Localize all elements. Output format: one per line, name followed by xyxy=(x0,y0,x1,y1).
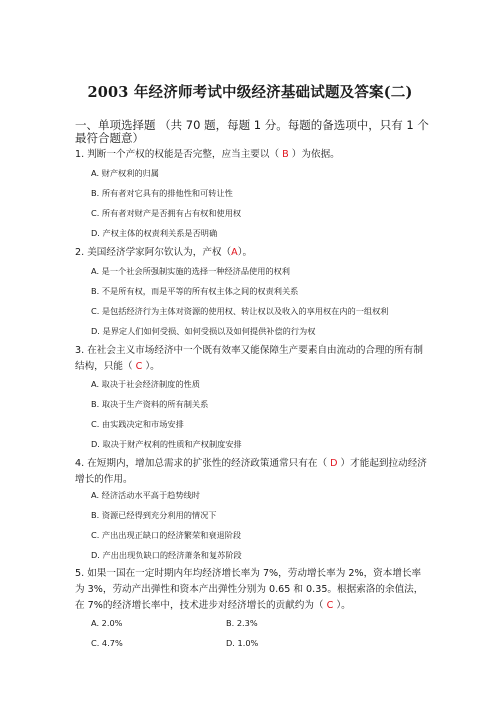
question-stem-text: 4. 在短期内，增加总需求的扩张性的经济政策通常只有在（ xyxy=(75,458,331,469)
question-1-stem xyxy=(75,147,430,163)
question-2-option-a: A. 是一个社会所强制实施的选择一种经济品使用的权利 xyxy=(91,266,290,276)
question-3-option-a: A. 取决于社会经济制度的性质 xyxy=(91,379,200,389)
question-stem-text: 5. 如果一国在一定时期内年均经济增长率为 7%，劳动增长率为 2%，资本增长率为 3%，劳动产出弹性和资本产出弹性分别为 0.65 和 0.35。根据索洛的余值法，在 7%的经济增长率中，技术进步对经济增长的贡献约为（ xyxy=(75,568,424,611)
question-4-stem xyxy=(75,456,430,488)
question-5-option-c: C. 4.7% xyxy=(91,638,123,648)
section-heading: 一、单项选择题 （共 70 题，每题 1 分。每题的备选项中，只有 1 个最符合题意） xyxy=(75,118,429,145)
question-4-option-a: A. 经济活动水平高于趋势线时 xyxy=(91,490,200,500)
question-5-option-d: D. 1.0% xyxy=(226,638,259,648)
answer-marker: C xyxy=(135,361,143,372)
question-2-stem xyxy=(75,245,430,261)
question-stem-text: 3. 在社会主义市场经济中一个既有效率又能保障生产要素自由流动的合理的所有制结构，只能（ xyxy=(75,345,423,372)
question-stem-text: ）。 xyxy=(237,247,253,258)
question-5-option-a: A. 2.0% xyxy=(91,618,123,628)
question-4-option-d: D. 产出出现负缺口的经济萧条和复苏阶段 xyxy=(91,550,242,560)
question-1-option-b: B. 所有者对它具有的排他性和可转让性 xyxy=(91,188,233,198)
question-1-option-a: A. 财产权利的归属 xyxy=(91,168,159,178)
document-title: 2003 年经济师考试中级经济基础试题及答案(二) xyxy=(87,84,413,101)
question-stem-text: ）。 xyxy=(142,361,160,372)
answer-marker: B xyxy=(282,149,289,160)
answer-marker: D xyxy=(330,458,338,469)
question-4-option-c: C. 产出出现正缺口的经济繁荣和衰退阶段 xyxy=(91,530,242,540)
question-stem-text: ）为依据。 xyxy=(288,149,340,160)
question-2-option-b: B. 不是所有权，而是平等的所有权主体之间的权责利关系 xyxy=(91,286,299,296)
question-3-stem xyxy=(75,343,430,375)
question-5-option-b: B. 2.3% xyxy=(226,618,258,628)
question-3-option-b: B. 取决于生产资料的所有制关系 xyxy=(91,399,209,409)
question-1-option-d: D. 产权主体的权责利关系是否明确 xyxy=(91,228,218,238)
question-2-option-d: D. 是界定人们如何受损、如何受损以及如何提供补偿的行为权 xyxy=(91,326,316,336)
question-2-option-c: C. 是包括经济行为主体对资源的使用权、转让权以及收入的享用权在内的一组权利 xyxy=(91,306,389,316)
question-1-option-c: C. 所有者对财产是否拥有占有权和使用权 xyxy=(91,208,242,218)
answer-marker: A xyxy=(231,247,238,258)
question-stem-text: 1. 判断一个产权的权能是否完整，应当主要以（ xyxy=(75,149,283,160)
question-4-option-b: B. 资源已经得到充分利用的情况下 xyxy=(91,510,217,520)
question-stem-text: ）。 xyxy=(333,600,351,611)
question-3-option-c: C. 由实践决定和市场安排 xyxy=(91,419,184,429)
answer-marker: C xyxy=(326,600,334,611)
question-stem-text: 2. 美国经济学家阿尔钦认为，产权（ xyxy=(75,247,232,258)
question-3-option-d: D. 取决于财产权利的性质和产权制度安排 xyxy=(91,439,242,449)
question-stem-text: ）才能起到拉动经济增长的作用。 xyxy=(75,458,427,485)
question-5-stem xyxy=(75,566,430,614)
